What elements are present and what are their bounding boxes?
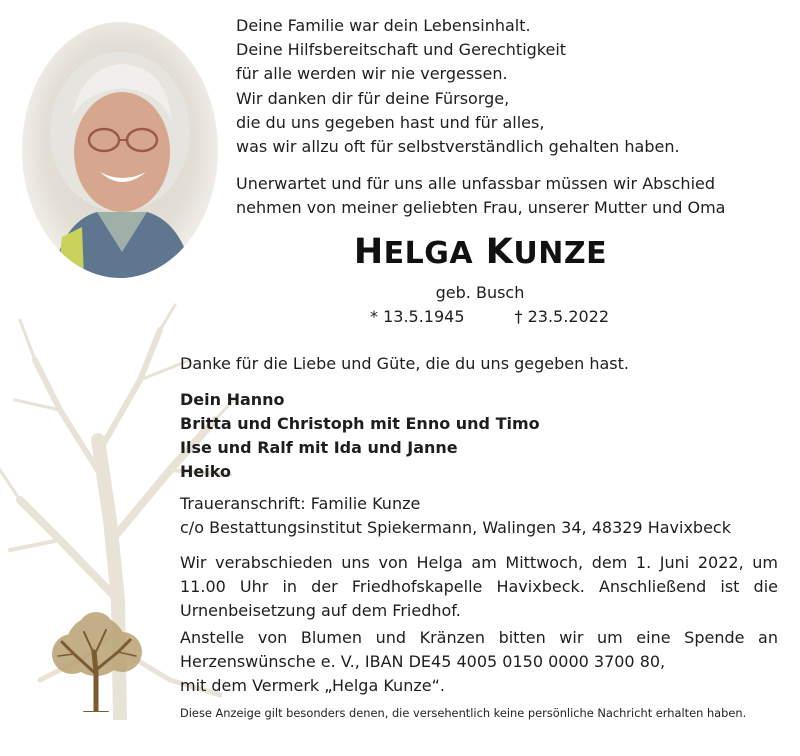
name-first-initial: H [353, 232, 384, 272]
donation-line: Anstelle von Blumen und Kränzen bitten wir um eine Spende an [180, 628, 778, 647]
deceased-name [0, 232, 800, 272]
poem-line: für alle werden wir nie vergessen. [236, 64, 508, 84]
intro-line: nehmen von meiner geliebten Frau, unserer Mutter und Oma [236, 198, 726, 218]
birth-name: geb. Busch [435, 283, 525, 302]
poem-line: was wir allzu oft für selbstverständlich gehalten haben. [236, 137, 680, 157]
name-first-rest: ELGA [383, 236, 474, 271]
tree-icon [44, 612, 148, 712]
intro-text [236, 172, 725, 220]
poem-line: Deine Familie war dein Lebensinhalt. [236, 16, 531, 35]
ceremony-info: Wir verabschieden uns von Helga am Mittwoch, dem 1. Juni 2022, um 11.00 Uhr in der Friedhofskapelle Havixbeck. Anschließend ist die Urnenbeisetzung auf dem Friedhof. [180, 553, 778, 620]
poem-line: Wir danken dir für deine Fürsorge, [236, 88, 510, 108]
intro-line: Unerwartet und für uns alle unfassbar müssen wir Abschied [236, 174, 716, 193]
footnote: Diese Anzeige gilt besonders denen, die versehentlich keine persönliche Nachricht erhalten haben. [180, 706, 747, 720]
family-member: Heiko [180, 462, 231, 481]
thanks-text: Danke für die Liebe und Güte, die du uns gegeben hast. [180, 354, 629, 373]
family-member: Dein Hanno [180, 390, 285, 409]
name-last-initial: K [485, 232, 514, 272]
death-date: † 23.5.2022 [514, 307, 610, 326]
family-list [180, 388, 540, 484]
poem-text [236, 14, 680, 159]
donation-line: mit dem Vermerk „Helga Kunze“. [180, 676, 445, 695]
poem-line: Deine Hilfsbereitschaft und Gerechtigkeit [236, 40, 567, 60]
name-last-rest: UNZE [513, 236, 608, 271]
family-member: Britta und Christoph mit Enno und Timo [180, 414, 540, 433]
family-member: Ilse und Ralf mit Ida und Janne [180, 438, 458, 457]
address-line: c/o Bestattungsinstitut Spiekermann, Walingen 34, 48329 Havixbeck [180, 518, 731, 538]
donation-info [180, 626, 778, 698]
life-dates [370, 307, 609, 326]
donation-line: Herzenswünsche e. V., IBAN DE45 4005 0150 0000 3700 80, [180, 652, 666, 671]
birth-date: * 13.5.1945 [370, 307, 465, 326]
poem-line: die du uns gegeben hast und für alles, [236, 112, 545, 132]
mourning-address [180, 492, 731, 540]
address-line: Traueranschrift: Familie Kunze [180, 494, 421, 513]
